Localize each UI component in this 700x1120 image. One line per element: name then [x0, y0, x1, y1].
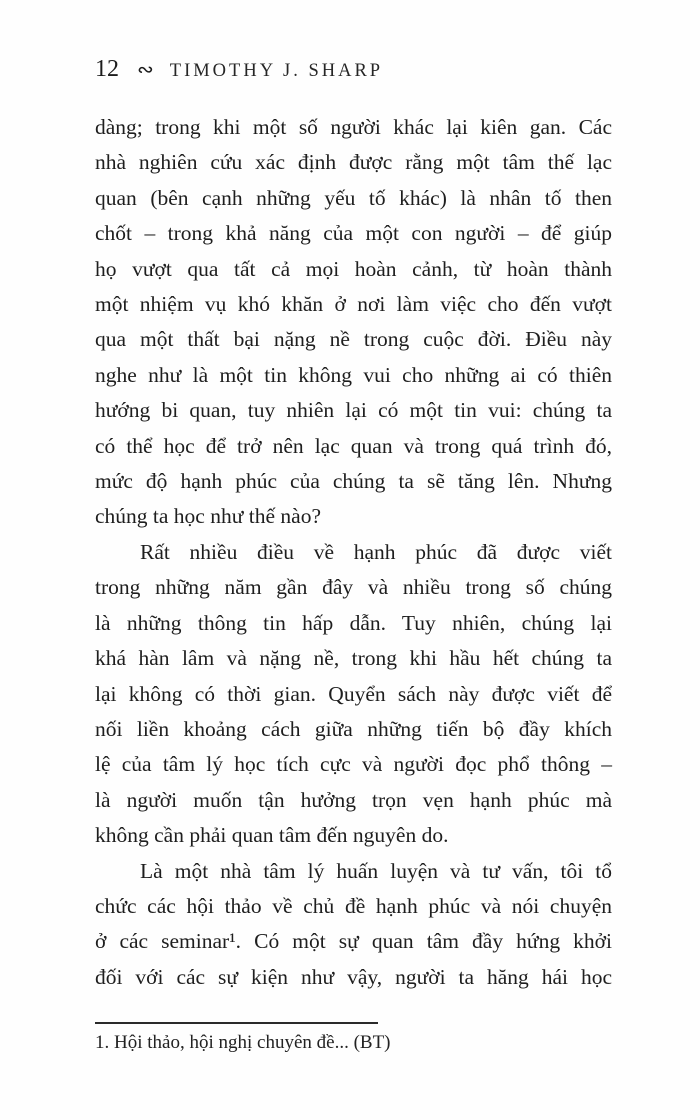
- footnote-divider: [95, 1022, 378, 1024]
- page-number: 12: [95, 56, 119, 82]
- text-line: dàng; trong khi một số người khác lại kiên gan. Các: [95, 115, 612, 139]
- text-line: qua một thất bại nặng nề trong cuộc đời. Điều này: [95, 327, 612, 352]
- text-line: hướng bi quan, tuy nhiên lại có một tin vui: chúng ta: [95, 398, 612, 423]
- text-line: nghe như là một tin không vui cho những ai có thiên: [95, 362, 612, 387]
- text-line: nối liền khoảng cách giữa những tiến bộ đầy khích: [95, 716, 612, 741]
- text-line: có thể học để trở nên lạc quan và trong quá trình đó,: [95, 433, 612, 458]
- text-line: Rất nhiều điều về hạnh phúc đã được viết: [140, 539, 612, 564]
- text-line: không cần phải quan tâm đến nguyên do.: [95, 823, 449, 848]
- author-name: TIMOTHY J. SHARP: [169, 61, 384, 81]
- text-line: mức độ hạnh phúc của chúng ta sẽ tăng lên. Nhưng: [95, 469, 612, 494]
- ornament-icon: ∾: [137, 57, 154, 81]
- text-line: lệ của tâm lý học tích cực và người đọc phổ thông –: [95, 752, 612, 777]
- text-line: là người muốn tận hưởng trọn vẹn hạnh phúc mà: [95, 787, 612, 812]
- text-line: là những thông tin hấp dẫn. Tuy nhiên, chúng lại: [95, 610, 612, 635]
- text-line: chức các hội thảo về chủ đề hạnh phúc và nói chuyện: [95, 893, 612, 918]
- text-line: lại không có thời gian. Quyển sách này được viết để: [95, 681, 612, 706]
- text-line: một nhiệm vụ khó khăn ở nơi làm việc cho đến vượt: [95, 292, 612, 317]
- text-line: họ vượt qua tất cả mọi hoàn cảnh, từ hoàn thành: [95, 256, 612, 281]
- text-line: Là một nhà tâm lý huấn luyện và tư vấn, tôi tổ: [140, 858, 612, 883]
- text-line: chúng ta học như thế nào?: [95, 504, 321, 529]
- text-line: đối với các sự kiện như vậy, người ta hăng hái học: [95, 964, 612, 989]
- text-line: khá hàn lâm và nặng nề, trong khi hầu hết chúng ta: [95, 646, 612, 671]
- text-line: chốt – trong khả năng của một con người – để giúp: [95, 221, 612, 246]
- body-text: [95, 110, 612, 995]
- text-line: quan (bên cạnh những yếu tố khác) là nhân tố then: [95, 185, 612, 210]
- text-line: nhà nghiên cứu xác định được rằng một tâm thế lạc: [95, 150, 612, 175]
- text-line: ở các seminar¹. Có một sự quan tâm đầy hứng khởi: [95, 929, 612, 954]
- footnote-text: 1. Hội thảo, hội nghị chuyên đề... (BT): [95, 1032, 391, 1053]
- running-header: [95, 56, 383, 83]
- footnote: [95, 1022, 612, 1054]
- text-line: trong những năm gần đây và nhiều trong số chúng: [95, 575, 612, 600]
